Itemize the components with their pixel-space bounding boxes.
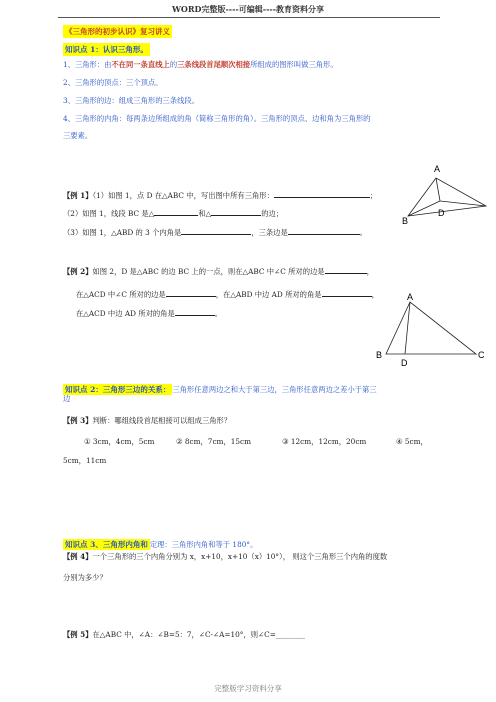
figure-2 [370,290,492,368]
answer-blank[interactable] [325,265,367,274]
example-1-label: 【例 1】 [63,191,93,200]
fig2-label-c: C [478,350,485,360]
triangle-abc [386,302,476,354]
example-2-label: 【例 2】 [63,267,93,276]
fig1-label-a: A [434,164,441,174]
example-2-question-2c: ， [371,290,379,299]
example-5-line [63,630,305,640]
knowledge-point-3-label: 知识点 3、三角形内角和 [65,540,148,549]
knowledge-point-2-text-cont: 边 [63,394,71,403]
example-2-question-2a: 在△ACD 中∠C 所对的边是 [76,290,166,299]
example-1-question-1: （1）如图 1，点 D 在△ABC 中，写出图中所有三角形： [92,191,274,200]
answer-blank[interactable] [322,288,372,297]
example-3-label: 【例 3】 [63,416,93,425]
fig2-label-a: A [407,292,414,302]
answer-blank[interactable] [211,207,261,216]
definition-4-line-1: 4、三角形的内角：每两条边所组成的角（简称三角形的角）。三角形的顶点、边和角为三角形的 [63,114,371,123]
definition-1-emphasis-b: 三条线段首尾顺次相接 [177,60,251,69]
knowledge-point-3-text: 定理：三角形内角和等于 180°。 [149,540,258,549]
answer-blank[interactable] [154,207,198,216]
example-2-line-2 [76,288,379,300]
fig1-label-b: B [402,216,409,226]
answer-blank[interactable] [175,307,215,316]
option-3: ③ 12cm，12cm，20cm [282,437,367,446]
segment-ad [405,302,410,354]
example-4-line-1 [63,552,387,562]
example-1-question-2c: 的边； [261,209,284,218]
knowledge-point-1: 知识点 1：认识三角形。 [65,45,148,54]
example-1-line-2 [63,207,283,219]
option-4: ④ 5cm， [396,437,428,446]
example-5-label: 【例 5】 [63,630,93,639]
example-5-question: 在△ABC 中，∠A：∠B=5：7，∠C-∠A=10°，则∠C=________ [92,630,306,639]
example-3-line [63,416,231,426]
option-1: ① 3cm，4cm，5cm [84,437,155,446]
definition-2: 2、三角形的顶点：三个顶点。 [63,78,163,87]
knowledge-point-2-text: 三角形任意两边之和大于第三边，三角形任意两边之差小于第三 [172,385,377,394]
example-1-line-1 [63,189,377,201]
example-3-question: 判断：哪组线段首尾相接可以组成三角形？ [92,416,232,425]
example-2-question-3a: 在△ACD 中边 AD 所对的角是 [76,309,175,318]
example-1-question-3b: ，三条边是 [251,228,288,237]
definition-1-emphasis-a: 不在同一条直线上 [111,60,170,69]
answer-blank[interactable] [181,226,251,235]
knowledge-point-3 [63,532,257,551]
example-2-question-2b: ，在△ABD 中边 AD 所对的角是 [215,290,322,299]
example-1-question-2a: （2）如图 1，线段 BC 是△ [63,209,155,218]
example-1-question-3c: 。 [359,228,368,237]
example-1-question-2b: 和△ [198,209,212,218]
page-header: WORD完整版----可编辑----教育资料分享 [171,4,325,14]
segment-ad [436,178,440,201]
example-1-question-3a: （3）如图 1，△ABD 的 3 个内角是 [63,228,182,237]
example-2-line-1-end: ， [366,267,374,276]
definition-1 [63,60,338,70]
example-2-question-1: 如图 2，D 是△ABC 的边 BC 上的一点，则在△ABC 中∠C 所对的边是 [92,267,325,276]
fig2-label-b: B [376,350,383,360]
lecture-title: 《三角形的初步认识》复习讲义 [65,27,170,36]
option-2: ② 8cm，7cm，15cm [176,437,252,446]
option-4-cont: 5cm，11cm [63,456,107,465]
example-4-label: 【例 4】 [63,552,93,561]
fig2-label-d: D [401,358,408,368]
figure-1 [392,158,492,226]
example-2-line-1 [63,265,374,277]
example-2-question-3b: 。 [214,309,223,318]
definition-1-mid: 的 [169,60,178,69]
answer-blank[interactable] [274,189,370,198]
fig1-label-d: D [438,208,445,218]
example-2-line-3 [76,307,222,319]
definition-1-prefix: 1、三角形：由 [63,60,112,69]
definition-3: 3、三角形的边：组成三角形的三条线段。 [63,96,199,105]
page-footer: 完整版学习资料分享 [214,684,282,693]
example-1-line-1-end: ； [369,191,378,200]
knowledge-point-2-label: 知识点 2：三角形三边的关系： [65,385,171,394]
example-4-question: 一个三角形的三个内角分别为 x，x+10，x+10（x）10°）， 则这个三角形三个内角的度数 [92,552,388,561]
definition-4-line-2: 三要素。 [63,131,93,140]
definition-1-suffix: 所组成的图形叫做三角形。 [250,60,338,69]
example-1-line-3 [63,226,367,238]
answer-blank[interactable] [166,288,216,297]
knowledge-point-2 [63,377,377,396]
header-rule [58,17,440,18]
example-4-line-2: 分别为多少？ [63,573,107,582]
answer-blank[interactable] [288,226,360,235]
